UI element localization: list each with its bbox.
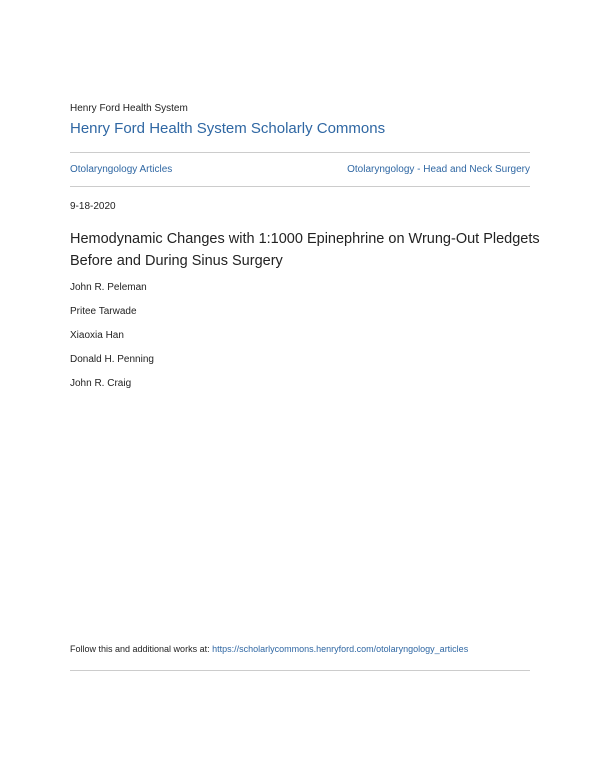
author-name: John R. Craig (70, 378, 132, 389)
follow-works-line (70, 644, 468, 654)
divider-top (70, 152, 530, 153)
author-name: John R. Peleman (70, 282, 147, 293)
organization-name: Henry Ford Health System (70, 103, 188, 114)
author-name: Pritee Tarwade (70, 306, 137, 317)
divider-middle (70, 186, 530, 187)
repository-title-link[interactable]: Henry Ford Health System Scholarly Commons (70, 120, 386, 137)
follow-works-link[interactable]: https://scholarlycommons.henryford.com/otolaryngology_articles (212, 644, 469, 654)
divider-bottom (70, 670, 530, 671)
author-list (70, 282, 154, 402)
collection-link-articles[interactable]: Otolaryngology Articles (70, 164, 173, 175)
follow-works-prefix: Follow this and additional works at: (70, 644, 213, 654)
publication-date: 9-18-2020 (70, 201, 116, 212)
author-name: Donald H. Penning (70, 354, 154, 365)
collection-link-department[interactable]: Otolaryngology - Head and Neck Surgery (347, 164, 530, 175)
article-title: Hemodynamic Changes with 1:1000 Epinephrine on Wrung-Out Pledgets Before and During Sinus Surgery (70, 231, 540, 269)
author-name: Xiaoxia Han (70, 330, 124, 341)
